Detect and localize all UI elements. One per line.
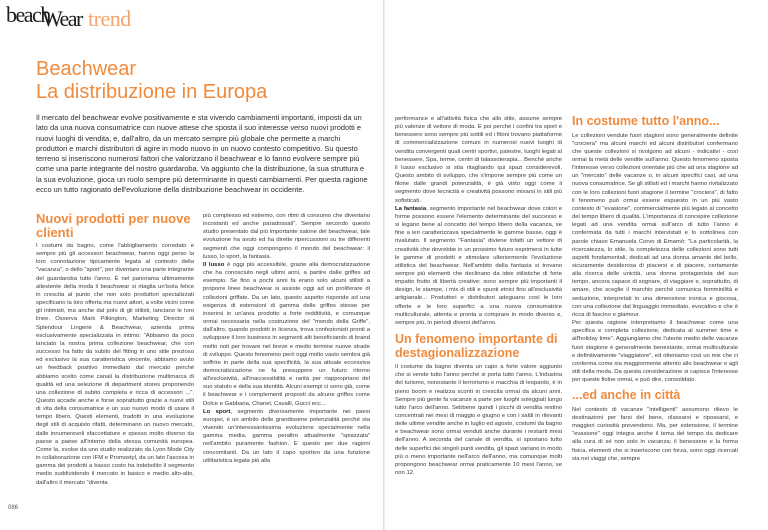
magazine-logo bbox=[6, 0, 146, 32]
article-headline bbox=[36, 58, 366, 104]
logo-beach: beach bbox=[6, 2, 50, 27]
column-4-body-a: Le collezioni vendute fuori stagioni sono generalmente definite "crociera" ma alcuni marchi ed alcuni distributori confermano che queste collezioni si rivolgono ad alcuni - indicativi - così ormai la metà delle vendite sull'anno. Questo fenomeno sposta l'interesse verso collezioni orientate più che ad una stagione ad un "mercato" delle vacanze o, in alcuni specifici casi, ad una nuova consumatrice. Se gli stilisti ed i marchi hanno rivitalizzato con le loro collezioni fuori stagione il termine "crociera", di fatto il fenomeno può ormai essere espuesto in un più vasto contesto di "evasione", commercialmente più legato al concetto del tempo libero di qualità. L'importanza di concepire collezione legati ad una vendita ormai sull'arco di tutto l'anno è confermata da tutti i marchi intervistati e lo sottolinea con parole chiave Emanuela Corvo di Emamò: "La particolarità, la ricercatezza, lo stile, la completezza delle collezioni sono tutti aspetti fondamentali, dedicati ad una donna amante del bello, sicuramente desiderosa di piacersi e di piacere, certamente alla ricerca delle unicità, una donna protagonista del suo tempo, ancora capace di sognare, di viaggiare e, soprattutto, di amare, che sceglie il marchio perché comunica femminilità e seduzione, interpretati in una dimensione ironica e giocosa, con una collezione dal linguaggio immediato, evocativo e che è ricca di fascino e glamour. bbox=[572, 132, 738, 318]
logo-trend: trend bbox=[88, 6, 131, 31]
column-3-fantasy-paragraph bbox=[395, 205, 562, 327]
text-column-4 bbox=[572, 115, 738, 520]
section-heading-new-products: Nuovi prodotti per nuove clienti bbox=[36, 212, 191, 240]
text-column-3 bbox=[395, 115, 562, 520]
headline-line-2: La distribuzione in Europa bbox=[36, 81, 268, 103]
section-heading-year-round: In costume tutto l'anno... bbox=[572, 115, 720, 128]
text-column-2 bbox=[203, 212, 370, 520]
fantasy-text: , segmento importante nel beachwear dove colori e forme possono essere l'elemento determinante del successo e si legano bene al concetto del tempo libero della vacanza, se fine a ieri caratterizzava specialmente le gamme basse, oggi è rivalutato. Il segmento "Fantasia" diviene infatti un vettore di creatività che dovrebbe in un prossimo futuro esprimersi in tutte le gamme di prodotti e stimolare ulteriormente l'evoluzione stilistica del beachwear. Nell'ambito della fantasia si trovano sempre più elementi che declinano da idee stilistiche di forte impatto frutto di libertà creative: sono sempre più importanti il design, le stampe, i mix di stili e spunti etnici fino all'esclusività artigianale... Produttori e distributori adeguano così le loro offerte e le loro superfici a una nuova consumatrice multiculturale, attenta e pronta a comprare in modo diverso e, sempre più, in periodi diversi dell'anno. bbox=[395, 205, 562, 326]
column-2-luxury-paragraph bbox=[203, 261, 370, 408]
column-1-body: I costumi da bagno, come l'abbigliamento corredato e sempre più gli accessori beachwear, hanno oggi perso la loro connotazione tipicamente legata al contesto della "vacanza", o dello "sport", per diventare una parte integrante del guardaroba tutto l'anno. È nel panorama ultimamente allestente della moda il beachwear si ritaglia un'isola felice in crescita al punto che non solo produttori specializzati specificano la loro offerta ma nuovi attori, a volte vicini come gli intimisti, ma anche dal polo di gli stilisti, lanciano le loro linee. Osserva Mark Pilkington, Marketing Director di Splendour Lingerie & Beachwear, azienda prima esclusivamente specializzata in intimo: "Abbiamo da poco lanciato la nostra prima collezione beachwear, che con successo ha fatto da subito del fitting in uno stile prezioso ed esclusivo la sua caratteristica vincente, abbiamo avuto un feedback positivo immediato dal mercato perché abbiamo scelto come canali la distribuzione multimarca di qualità ed una selezione di department stores proponendo una collezione di subito completa e ricca di accessori ...". Questo accade anche e forse soprattutto grazie a nuovi stili di vita della consumatrice e un suo nuovo modo di usare il tempo libero. Questi elementi, tradotti in una evoluzione degli stili di acquisto rifatti, determinano un nuovo mercato, dalle innumerevoli sfaccettature e spesso molto diverso da paese a paese all'interno della stessa comunità europea. Come la, svolse da uno studio realizzato da Lyon Mode City in collaborazione con IFM e Promostyl, da un lato l'ascesa in gamma dei prodotti a basso costo ha indebolito il segmento medio suddividendo il mercato in basico e medio alto-alto, dall'altro il mercato "diventa bbox=[36, 243, 194, 486]
column-2-intro: più complesso ed estremo, con ritmi di consumo che diventano incostanti ed anche paradossali". Sempre secondo questo studio presentato dal più importante salone del beachwear, tale evoluzione ha avuto ed ha dirette ripercussioni su tre differenti segmenti che oggi compongono il mondo del beachwear: il lusso, lo sport, la fantasia. bbox=[203, 213, 370, 260]
section-heading-in-city: ...ed anche in città bbox=[572, 388, 681, 403]
column-2-sport-paragraph bbox=[203, 408, 370, 465]
logo-wear: Wear bbox=[42, 6, 82, 31]
column-3-deseasonalization-body: Il costume da bagno diventa un capo a forte valore aggiunto che si vende tutto l'anno perché si porta tutto l'anno. L'industria del turismo, nonostante il terrorismo e macchia di leopardo, è in pieno boom e realizza sconti in crescita ormai da alcuni anni. Sempre più gente fa vacanze a parte per luoghi soleggiati lungo tutto l'arco dell'anno. Sebbene quindi i picchi di vendita restino concentrati nei mesi di maggio e giugno e con i saldi in rilevanti delle ultime vendite anche in luglio ed agosto, costumi da bagno e beachwear sono ormai venduti anche durante i restanti mesi dell'anno. A seconda del canale di vendita, si spostano tutto delle superfici dei singoli punti vendita, gli spazi variano in modo più o meno importante nell'arco dell'anno, ma comunque molti propongono beachwear ormai praticamente 10 mesi l'anno, se non 12. bbox=[395, 364, 562, 477]
luxury-label: Il lusso bbox=[203, 261, 225, 268]
luxury-text: è oggi più accessibile, grazie alla democratizzazione che ha conosciuto negli ultimi anni, a partire dalle griffes ad esempio. Se fino a pochi anni fa erano solo alcuni stilisti a proporre linee beachwear si assiste oggi ad un proliferare di collezioni griffate. Da un lato, questo aspetto risponde ad una esigenza di estensioni di gamma delle griffes stesse per inserirsi in un'area prodotto a forte redditività, e comunque ormai necessaria nella costruzione del "mondo della Griffe", dall'altro, quando prodotti in licenza, trova confezionisti pronti a sviluppare il loro business in segmenti alti beneficiando di brand molto noti per trovare nel breve e medio termine nuove strade di sviluppo. Questo fenomeno però oggi molto vasto sembra già soffrire in parte della sua specificità, la sua attuale eccessiva democratizzazione ne fa presuppore un futuro ritorno all'esclusività, all'inaccessibilità e rarità per riappropriarsi del suo statuto e della sua identità. Alcuni esempi ci sono già, come il beachwear e i complementi proposti da alcune griffes come Dolce e Gabbana, Chanel, Cavalli, Gucci ecc... bbox=[203, 261, 370, 407]
section-heading-deseasonalization: Un fenomeno importante di destagionalizzazione bbox=[395, 332, 558, 360]
column-3-intro: performance e all'attività fisica che allo stile, assume sempre più valenze di vettore di moda. E poi perché i confini tra sport e benessere sono sempre più sottili ed i fitoni trovano piattaforme di commercializzazione comuni in numerosi nuovi luoghi di vendita convergenti quali centri sportivi, palestre, luoghi legati al benessere, Spa, terme, centri di talassoterapia... Benché anche il lusso esclusivo si stia ritagliando qui spazi considerevoli. Questo ambito di sviluppo, che s'impone sempre più come un filone dalle grandi potenzialità, è già visto oggi come il segmento dove tecnicità e creatività possono mixarsi in stili più sofisticati. bbox=[395, 116, 562, 204]
fantasy-label: La fantasia bbox=[395, 205, 427, 212]
article-lead: Il mercato del beachwear evolve positivamente e sta vivendo cambiamenti importanti, imposti da un lato da una nuova consumatrice con nuove attese che sposta il suo interesse verso nuovi prodotti e nuovi luoghi di vendita, e, dall'altro, da un mercato sempre più globale che permette a marchi produttori e marchi distributori di agire in modo nuovo in un nuovo contesto competitivo. Su questo terreno si inseriscono numerosi fattori che valorizzano il beachwear e lo fanno evolvere sempre più come una parte integrante del nostro guardaroba. Va aggiunto che la distribuzione, la sua struttura e la sua evoluzione, gioca un ruolo sempre più determinante in questi cambiamenti. Per questa ragione ecco un tutto ragionato dell'evoluzione della distribuzione beachwear in occidente. bbox=[36, 113, 368, 195]
column-4-body-c: Nel contesto di vacanze "intelligenti" assumono rilievo le destinazioni per farsi del bene, rilassarsi e ripossarsi, e maggiori curiosità prevendono. Ma, per estensione, il termine "evasione" oggi integra anche il tema del tempo da dedicare alla cura di sé non solo in vacanza; il benessere e la forma fisica, elementi che si inseriscono con forza, sono oggi ricercati sia nei viaggi che, sempre bbox=[572, 406, 738, 462]
sport-label: Lo sport bbox=[203, 408, 231, 415]
headline-line-1: Beachwear bbox=[36, 58, 137, 80]
sport-text: , segmento diversamente importante nei paesi europei, è un ambito delle grandissime potenzialità perché sta vivendo un'interessantissima evoluzione specialmente nella gamma media, gamma peraltro attualmente "spiazzata" nell'ambito puramente fashion. E questo per due ragioni concomitanti. Da un lato il capo sportivo da una funzione utilitaristica legata più alla bbox=[203, 408, 370, 464]
column-4-body-b: Per questa ragione interpretiamo il beachwear come una specifica e completa collezione, dedicata al summer time e all'holiday time". Aggiungiamo che l'utente medio delle vacanze fuori stagione è generalmente benestante, ormai multiculturale e definitivamente "viaggiatore", ed otteniamo così un mix che ci conferma come sia maggiormente attento allo beachwear e agli stili della moda. Da questa considerazione si capisce l'interesse per queste fiolne ormai, e può dire, consolidato. bbox=[572, 320, 738, 384]
text-column-1 bbox=[36, 212, 194, 520]
page-gutter bbox=[383, 0, 385, 530]
page-number: 086 bbox=[8, 505, 19, 511]
